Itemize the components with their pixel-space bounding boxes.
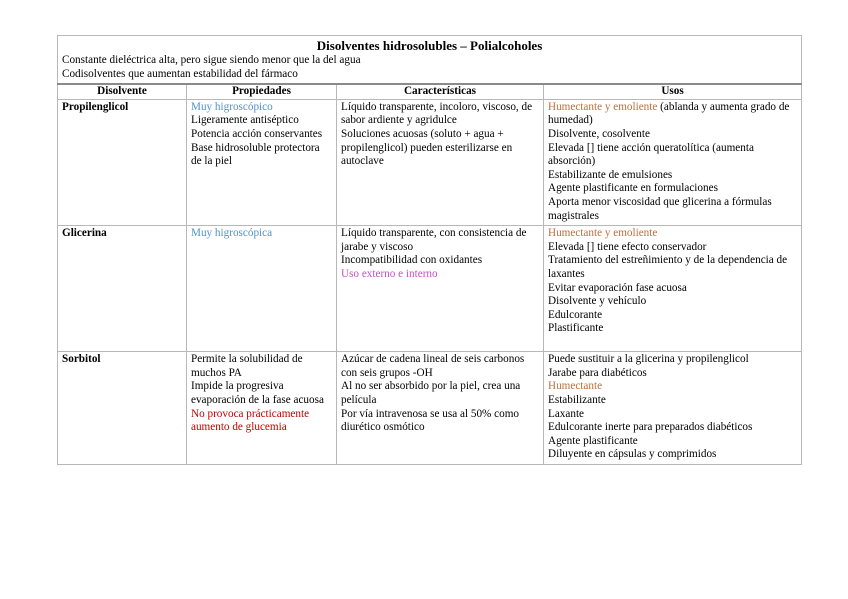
properties-item: Ligeramente antiséptico	[191, 114, 299, 127]
properties-item: Impide la progresiva evaporación de la fase acuosa	[191, 380, 324, 406]
characteristics-item: Por vía intravenosa se usa al 50% como diurético osmótico	[341, 407, 520, 434]
use-text: Estabilizante	[548, 393, 606, 406]
use-highlight: Humectante y emoliente	[548, 100, 658, 113]
use-text: Disolvente y vehículo	[548, 295, 647, 308]
use-item	[548, 142, 797, 169]
use-text: Agente plastificante	[548, 434, 638, 447]
header-properties: Propiedades	[187, 84, 337, 99]
use-item	[548, 101, 797, 128]
characteristics-item: Incompatibilidad con oxidantes	[341, 254, 483, 267]
use-text: Tratamiento del estreñimiento y de la dependencia de laxantes	[548, 254, 788, 280]
properties-item: Muy higroscópico	[191, 100, 273, 113]
use-item	[548, 421, 797, 435]
use-text: Evitar evaporación fase acuosa	[548, 281, 687, 294]
characteristics-item: Al no ser absorbido por la piel, crea una película	[341, 380, 521, 406]
characteristics-item: Soluciones acuosas (soluto + agua + propilenglicol) pueden esterilizarse en autoclave	[341, 127, 513, 168]
use-text: (ablanda y aumenta grado de humedad)	[548, 100, 790, 127]
title-cell	[58, 36, 802, 85]
uses-cell	[544, 352, 802, 465]
use-item	[548, 353, 797, 367]
use-item	[548, 322, 797, 336]
document-title: Disolventes hidrosolubles – Polialcoholes	[316, 38, 543, 53]
use-text: Plastificante	[548, 322, 604, 335]
table-body	[58, 99, 802, 464]
use-item	[548, 408, 797, 422]
properties-item: No provoca prácticamente aumento de glucemia	[191, 407, 310, 434]
uses-cell	[544, 99, 802, 225]
use-item	[548, 182, 797, 196]
use-highlight: Humectante y emoliente	[548, 227, 658, 240]
characteristics-item: Azúcar de cadena lineal de seis carbonos con seis grupos -OH	[341, 353, 525, 379]
use-text: Diluyente en cápsulas y comprimidos	[548, 448, 717, 461]
properties-item: Muy higroscópica	[191, 227, 273, 240]
intro-line-2: Codisolventes que aumentan estabilidad del fármaco	[62, 67, 298, 80]
table-row	[58, 352, 802, 465]
use-item	[548, 435, 797, 449]
use-item	[548, 282, 797, 296]
use-item	[548, 241, 797, 255]
use-item	[548, 254, 797, 281]
use-text: Agente plastificante en formulaciones	[548, 182, 718, 195]
use-item	[548, 380, 797, 394]
properties-cell	[187, 352, 337, 465]
header-uses: Usos	[544, 84, 802, 99]
uses-cell	[544, 226, 802, 352]
use-item	[548, 309, 797, 323]
header-solvent: Disolvente	[58, 84, 187, 99]
use-item	[548, 448, 797, 462]
use-text: Laxante	[548, 407, 585, 420]
use-text: Elevada [] tiene efecto conservador	[548, 240, 707, 253]
properties-cell	[187, 99, 337, 225]
use-item	[548, 196, 797, 223]
characteristics-cell	[337, 352, 544, 465]
solvent-name: Sorbitol	[58, 352, 187, 465]
title-row	[58, 36, 802, 85]
document-page	[57, 35, 801, 465]
use-item	[548, 227, 797, 241]
use-item	[548, 128, 797, 142]
properties-item: Potencia acción conservantes	[191, 127, 323, 140]
characteristics-item: Líquido transparente, con consistencia de jarabe y viscoso	[341, 227, 527, 253]
characteristics-cell	[337, 99, 544, 225]
characteristics-cell	[337, 226, 544, 352]
table-row	[58, 99, 802, 225]
use-text: Estabilizante de emulsiones	[548, 168, 673, 181]
use-item	[548, 169, 797, 183]
use-highlight: Humectante	[548, 380, 603, 393]
characteristics-item: Líquido transparente, incoloro, viscoso, de sabor ardiente y agridulce	[341, 100, 533, 127]
use-text: Disolvente, cosolvente	[548, 127, 650, 140]
header-characteristics: Características	[337, 84, 544, 99]
properties-item: Permite la solubilidad de muchos PA	[191, 353, 303, 379]
use-text: Elevada [] tiene acción queratolítica (aumenta absorción)	[548, 141, 754, 168]
properties-cell	[187, 226, 337, 352]
use-item	[548, 394, 797, 408]
use-item	[548, 367, 797, 381]
use-text: Edulcorante	[548, 308, 603, 321]
characteristics-item: Uso externo e interno	[341, 267, 438, 280]
use-item	[548, 295, 797, 309]
use-text: Edulcorante inerte para preparados diabéticos	[548, 421, 753, 434]
solvents-table	[57, 35, 802, 465]
use-text: Puede sustituir a la glicerina y propilenglicol	[548, 353, 749, 366]
table-row	[58, 226, 802, 352]
solvent-name: Glicerina	[58, 226, 187, 352]
use-text: Aporta menor viscosidad que glicerina a fórmulas magistrales	[548, 195, 772, 222]
properties-item: Base hidrosoluble protectora de la piel	[191, 141, 320, 168]
use-text: Jarabe para diabéticos	[548, 366, 647, 379]
intro-line-1: Constante dieléctrica alta, pero sigue siendo menor que la del agua	[62, 54, 361, 66]
solvent-name: Propilenglicol	[58, 99, 187, 225]
header-row	[58, 84, 802, 99]
